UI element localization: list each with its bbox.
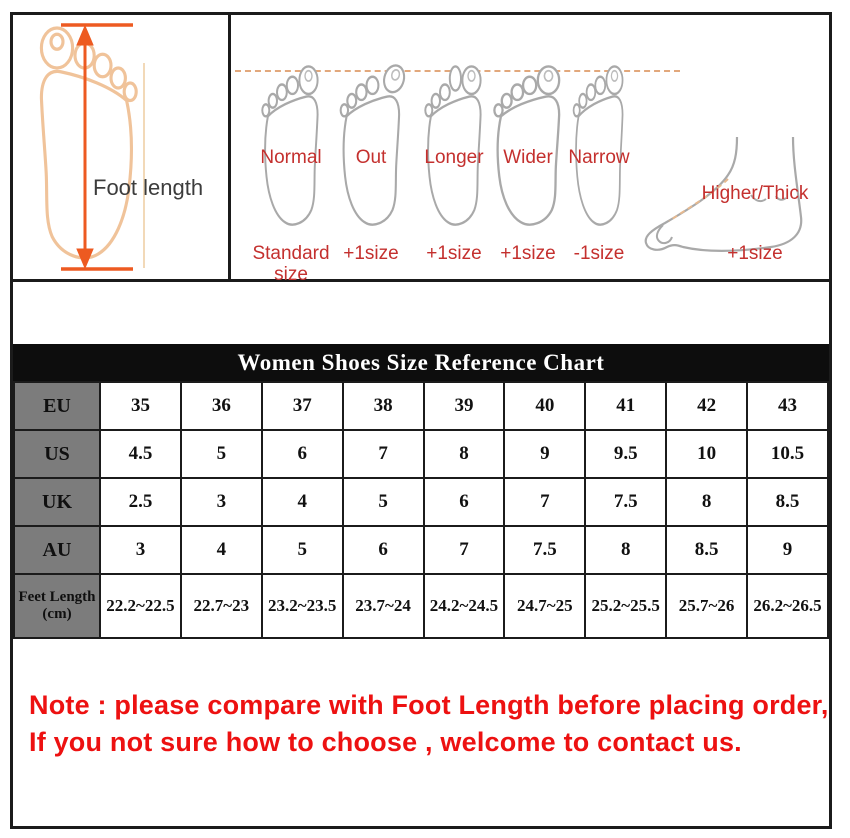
size-cell-au-6: 8 xyxy=(585,526,666,574)
size-cell-feet-length-2: 23.2~23.5 xyxy=(262,574,343,638)
size-cell-au-0: 3 xyxy=(100,526,181,574)
size-adjustment-label: -1size xyxy=(573,243,625,264)
size-cell-uk-3: 5 xyxy=(343,478,424,526)
size-adjustment-label: +1size xyxy=(426,243,482,264)
size-adjustment-label: +1size xyxy=(343,243,399,264)
foot-type-label: Wider xyxy=(503,147,553,168)
size-table-row-eu xyxy=(14,382,828,430)
foot-length-arrow-icon xyxy=(41,21,133,273)
size-cell-au-3: 6 xyxy=(343,526,424,574)
size-chart-title: Women Shoes Size Reference Chart xyxy=(237,349,605,375)
size-cell-eu-7: 42 xyxy=(666,382,747,430)
size-adjustment-label: +1size xyxy=(727,243,783,264)
size-cell-us-8: 10.5 xyxy=(747,430,828,478)
size-cell-us-2: 6 xyxy=(262,430,343,478)
size-cell-eu-4: 39 xyxy=(424,382,505,430)
size-cell-uk-6: 7.5 xyxy=(585,478,666,526)
size-cell-uk-0: 2.5 xyxy=(100,478,181,526)
size-cell-us-7: 10 xyxy=(666,430,747,478)
size-cell-au-5: 7.5 xyxy=(504,526,585,574)
size-cell-au-8: 9 xyxy=(747,526,828,574)
size-cell-feet-length-5: 24.7~25 xyxy=(504,574,585,638)
outer-frame xyxy=(10,12,832,829)
size-cell-eu-8: 43 xyxy=(747,382,828,430)
size-cell-uk-8: 8.5 xyxy=(747,478,828,526)
size-cell-us-0: 4.5 xyxy=(100,430,181,478)
size-cell-uk-5: 7 xyxy=(504,478,585,526)
size-table-row-feet-length xyxy=(14,574,828,638)
size-cell-feet-length-4: 24.2~24.5 xyxy=(424,574,505,638)
size-cell-eu-0: 35 xyxy=(100,382,181,430)
foot-types-panel xyxy=(231,15,829,285)
size-cell-us-4: 8 xyxy=(424,430,505,478)
size-cell-au-2: 5 xyxy=(262,526,343,574)
size-cell-au-4: 7 xyxy=(424,526,505,574)
foot-measure-panel xyxy=(13,15,231,279)
row-header-us: US xyxy=(14,430,100,478)
foot-type-label: Longer xyxy=(424,147,484,168)
row-header-feet-length: Feet Length (cm) xyxy=(14,574,100,638)
fit-diagram-section xyxy=(13,15,829,285)
size-table-row-au xyxy=(14,526,828,574)
size-reference-table xyxy=(13,381,829,639)
row-header-uk: UK xyxy=(14,478,100,526)
size-cell-eu-2: 37 xyxy=(262,382,343,430)
size-cell-us-1: 5 xyxy=(181,430,262,478)
size-cell-feet-length-8: 26.2~26.5 xyxy=(747,574,828,638)
size-cell-feet-length-6: 25.2~25.5 xyxy=(585,574,666,638)
note-line-2: If you not sure how to choose , welcome to contact us. xyxy=(29,727,742,757)
size-cell-eu-5: 40 xyxy=(504,382,585,430)
size-cell-uk-2: 4 xyxy=(262,478,343,526)
foot-type-label-higher-thick: Higher/Thick xyxy=(701,183,809,204)
size-cell-feet-length-1: 22.7~23 xyxy=(181,574,262,638)
size-cell-us-5: 9 xyxy=(504,430,585,478)
size-cell-eu-3: 38 xyxy=(343,382,424,430)
foot-length-label: Foot length xyxy=(93,175,204,200)
size-cell-au-7: 8.5 xyxy=(666,526,747,574)
order-note xyxy=(29,687,829,761)
size-cell-uk-1: 3 xyxy=(181,478,262,526)
measure-guide-line xyxy=(143,63,145,268)
size-chart-title-bar xyxy=(13,344,829,381)
foot-type-label: Normal xyxy=(260,147,322,168)
foot-type-label: Narrow xyxy=(568,147,630,168)
size-cell-eu-6: 41 xyxy=(585,382,666,430)
size-cell-eu-1: 36 xyxy=(181,382,262,430)
row-header-au: AU xyxy=(14,526,100,574)
size-cell-uk-4: 6 xyxy=(424,478,505,526)
size-cell-us-3: 7 xyxy=(343,430,424,478)
size-table-row-uk xyxy=(14,478,828,526)
size-adjustment-label: Standard size xyxy=(252,243,330,285)
size-table-row-us xyxy=(14,430,828,478)
foot-type-narrow xyxy=(543,63,655,283)
size-cell-us-6: 9.5 xyxy=(585,430,666,478)
foot-type-label: Out xyxy=(355,147,387,168)
size-cell-uk-7: 8 xyxy=(666,478,747,526)
size-cell-feet-length-0: 22.2~22.5 xyxy=(100,574,181,638)
size-cell-feet-length-3: 23.7~24 xyxy=(343,574,424,638)
size-adjustment-label: +1size xyxy=(500,243,556,264)
size-cell-au-1: 4 xyxy=(181,526,262,574)
size-cell-feet-length-7: 25.7~26 xyxy=(666,574,747,638)
note-line-1: Note : please compare with Foot Length before placing order, xyxy=(29,690,829,720)
row-header-eu: EU xyxy=(14,382,100,430)
